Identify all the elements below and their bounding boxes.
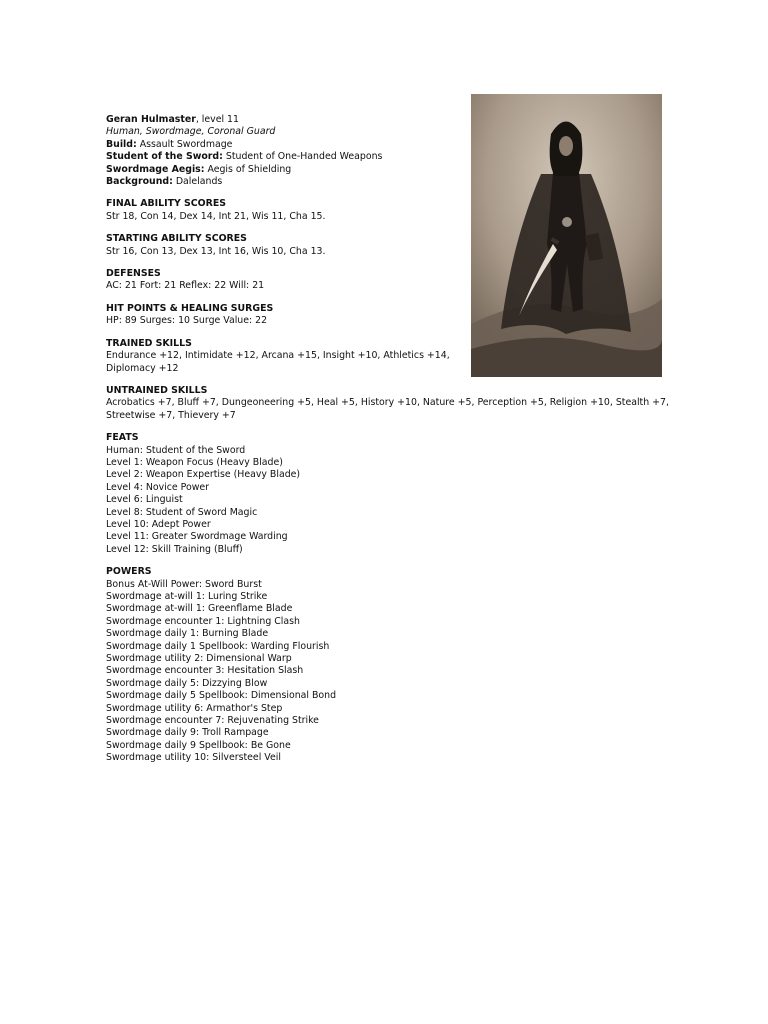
- background-label: Background:: [106, 176, 173, 188]
- power-item: Swordmage daily 5: Dizzying Blow: [106, 677, 268, 689]
- final-ability-scores-text: Str 18, Con 14, Dex 14, Int 21, Wis 11, Cha 15.: [106, 210, 326, 222]
- hit-points-text: HP: 89 Surges: 10 Surge Value: 22: [106, 315, 268, 327]
- swordmage-illustration: [471, 94, 662, 377]
- power-item: Swordmage daily 5 Spellbook: Dimensional Bond: [106, 690, 337, 702]
- power-item: Swordmage daily 9: Troll Rampage: [106, 727, 269, 739]
- untrained-skills-line-1: Acrobatics +7, Bluff +7, Dungeoneering +5, Heal +5, History +10, Nature +5, Perception +5, Religion +10, Stealth +7,: [106, 397, 669, 409]
- feats-heading: FEATS: [106, 432, 139, 444]
- starting-ability-scores-text: Str 16, Con 13, Dex 13, Int 16, Wis 10, Cha 13.: [106, 245, 326, 257]
- feat-item: Level 10: Adept Power: [106, 518, 211, 530]
- power-item: Swordmage encounter 7: Rejuvenating Strike: [106, 715, 319, 727]
- power-item: Swordmage daily 1 Spellbook: Warding Flourish: [106, 640, 330, 652]
- trained-skills-heading: TRAINED SKILLS: [106, 337, 192, 349]
- power-item: Swordmage daily 1: Burning Blade: [106, 628, 269, 640]
- aegis-label: Swordmage Aegis:: [106, 163, 205, 175]
- untrained-skills-heading: UNTRAINED SKILLS: [106, 384, 208, 396]
- build-label: Build:: [106, 138, 137, 150]
- trained-skills-line-2: Diplomacy +12: [106, 362, 179, 374]
- character-race-class: Human, Swordmage, Coronal Guard: [106, 126, 276, 138]
- power-item: Bonus At-Will Power: Sword Burst: [106, 578, 262, 590]
- starting-ability-scores-heading: STARTING ABILITY SCORES: [106, 233, 247, 245]
- build-value: Assault Swordmage: [136, 138, 233, 150]
- hit-points-heading: HIT POINTS & HEALING SURGES: [106, 302, 274, 314]
- student-value: Student of One-Handed Weapons: [222, 151, 383, 163]
- defenses-heading: DEFENSES: [106, 268, 161, 280]
- power-item: Swordmage at-will 1: Greenflame Blade: [106, 603, 293, 615]
- power-item: Swordmage encounter 3: Hesitation Slash: [106, 665, 304, 677]
- untrained-skills-section: [106, 384, 669, 422]
- final-ability-scores-heading: FINAL ABILITY SCORES: [106, 198, 227, 210]
- feat-item: Level 11: Greater Swordmage Warding: [106, 531, 288, 543]
- powers-heading: POWERS: [106, 566, 152, 578]
- defenses-text: AC: 21 Fort: 21 Reflex: 22 Will: 21: [106, 280, 265, 292]
- feat-item: Level 2: Weapon Expertise (Heavy Blade): [106, 469, 301, 481]
- feat-item: Level 1: Weapon Focus (Heavy Blade): [106, 456, 283, 468]
- background-value: Dalelands: [172, 176, 223, 188]
- powers-section: [106, 566, 646, 765]
- power-item: Swordmage encounter 1: Lightning Clash: [106, 615, 300, 627]
- power-item: Swordmage daily 9 Spellbook: Be Gone: [106, 739, 291, 751]
- feat-item: Level 8: Student of Sword Magic: [106, 506, 258, 518]
- power-item: Swordmage utility 10: Silversteel Veil: [106, 752, 281, 764]
- untrained-skills-line-2: Streetwise +7, Thievery +7: [106, 409, 236, 421]
- feat-item: Human: Student of the Sword: [106, 444, 246, 456]
- power-item: Swordmage utility 6: Armathor's Step: [106, 702, 283, 714]
- feat-item: Level 4: Novice Power: [106, 481, 209, 493]
- feats-section: [106, 432, 646, 556]
- character-portrait: [471, 94, 662, 377]
- trained-skills-line-1: Endurance +12, Intimidate +12, Arcana +15, Insight +10, Athletics +14,: [106, 350, 450, 362]
- feat-item: Level 6: Linguist: [106, 494, 183, 506]
- power-item: Swordmage at-will 1: Luring Strike: [106, 591, 268, 602]
- character-name: Geran Hulmaster: [106, 114, 196, 125]
- power-item: Swordmage utility 2: Dimensional Warp: [106, 653, 292, 665]
- aegis-value: Aegis of Shielding: [204, 163, 292, 175]
- student-label: Student of the Sword:: [106, 151, 223, 163]
- feat-item: Level 12: Skill Training (Bluff): [106, 543, 243, 555]
- character-level: , level 11: [195, 114, 239, 125]
